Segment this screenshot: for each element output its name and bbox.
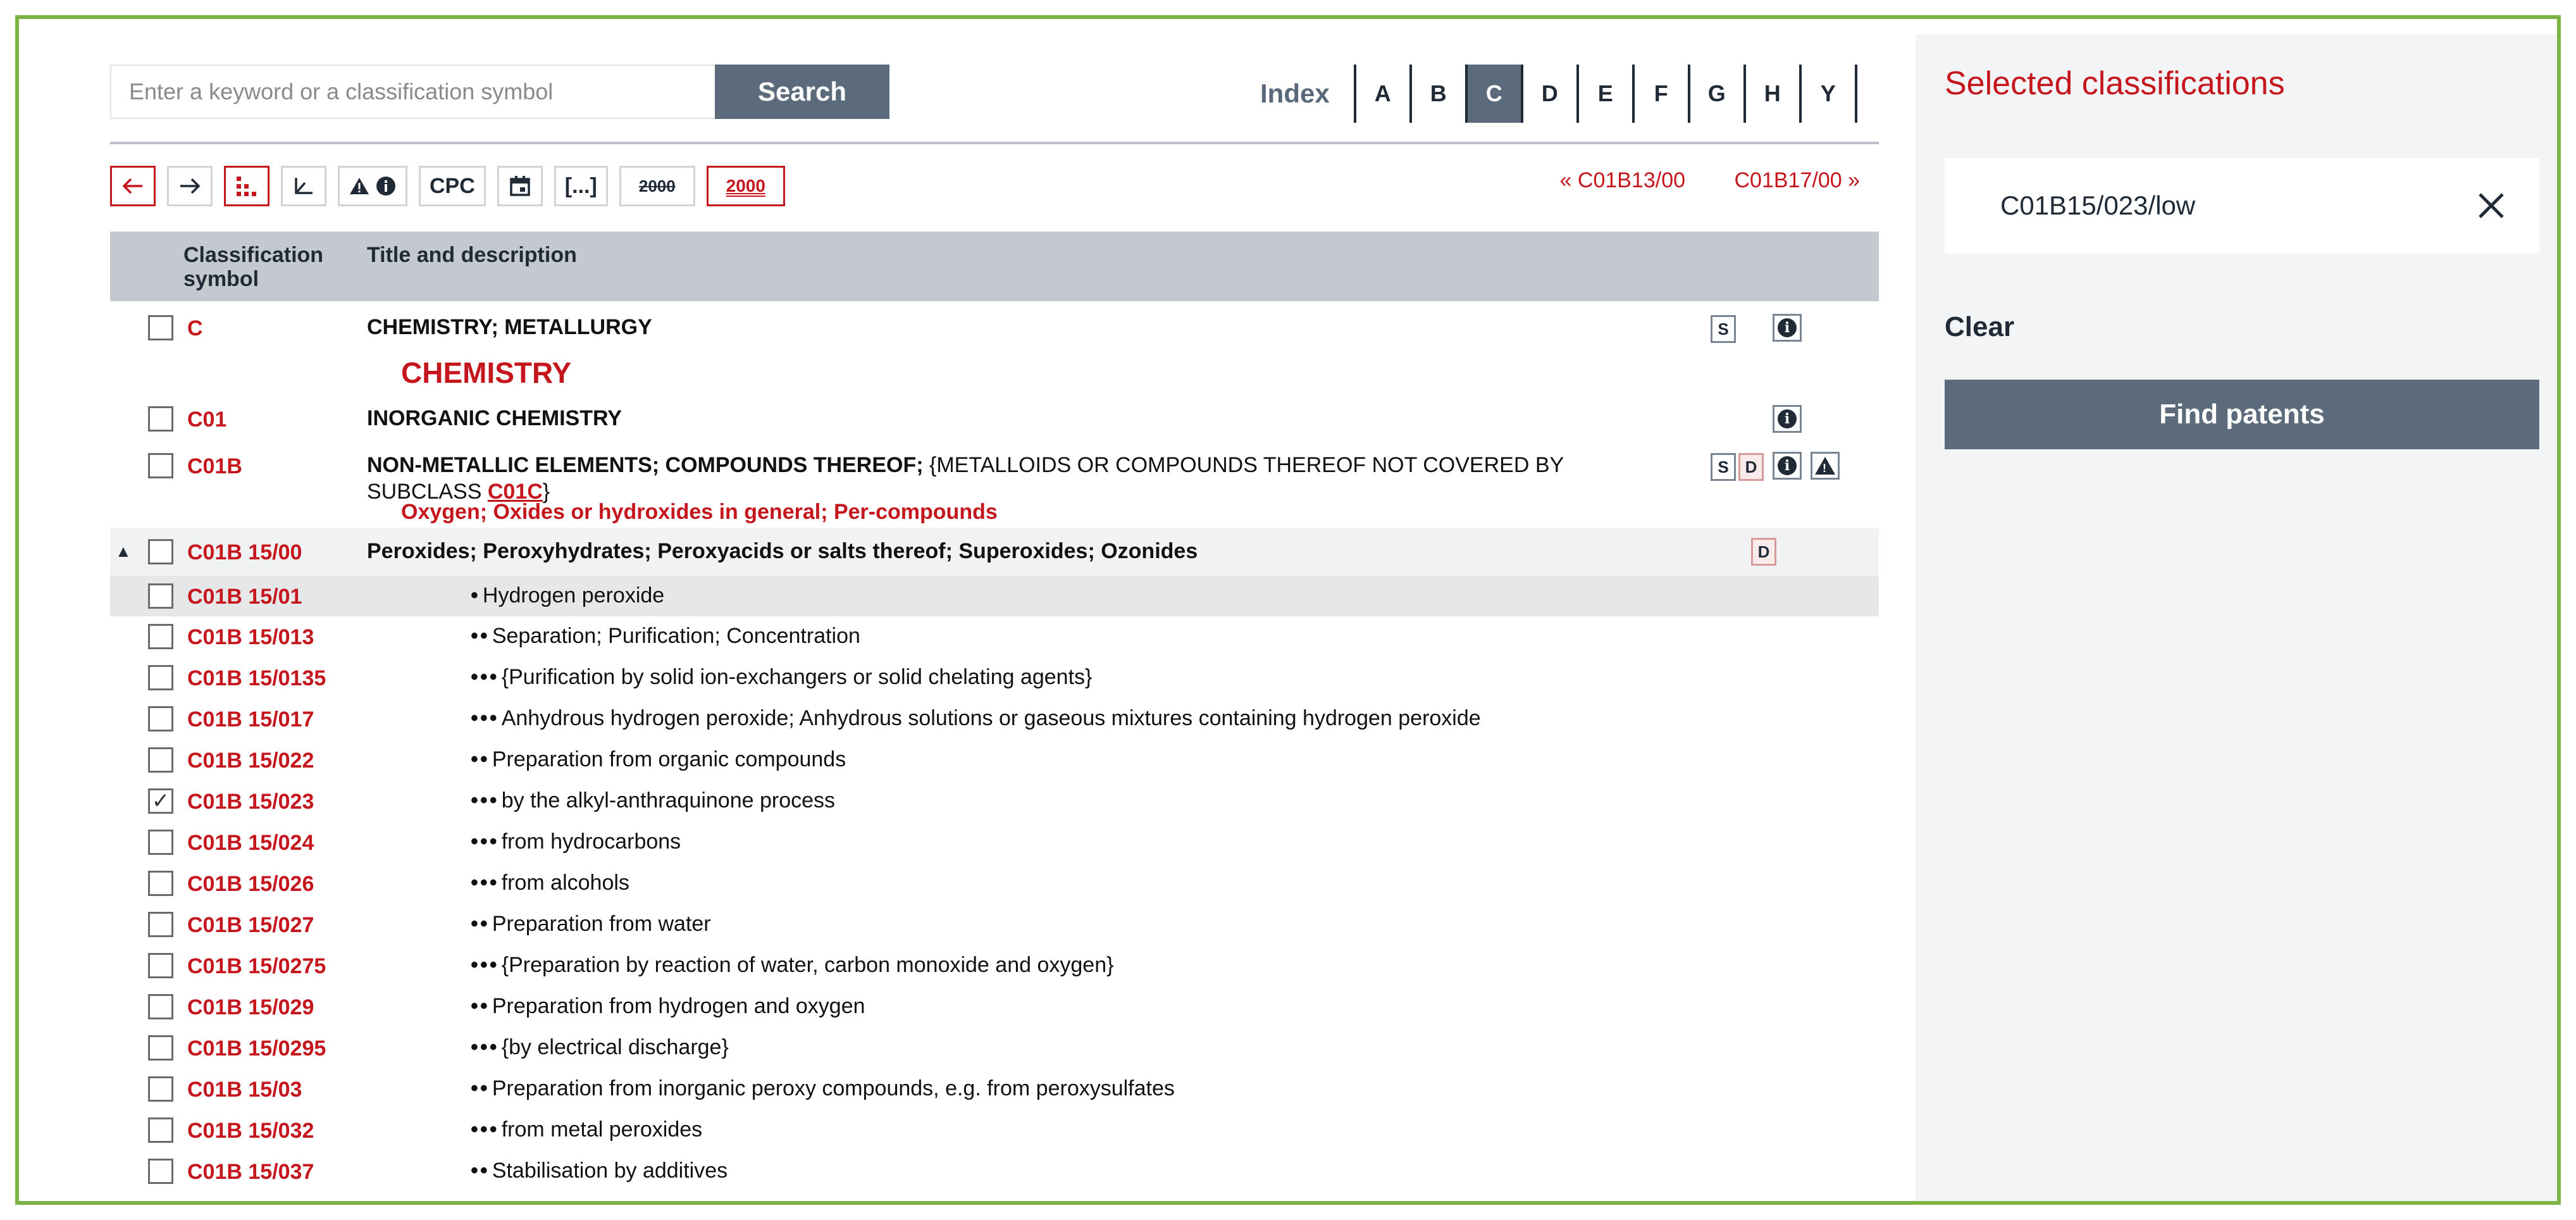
classification-symbol[interactable]: C01 (187, 408, 227, 432)
row-checkbox[interactable] (148, 406, 173, 432)
classification-title: ••• from metal peroxides (471, 1117, 703, 1142)
section-heading: Oxygen; Oxides or hydroxides in general; Per-compounds (401, 500, 998, 524)
table-row (110, 781, 1879, 822)
scheme-badge[interactable]: S (1711, 453, 1736, 481)
row-checkbox[interactable] (148, 1076, 173, 1102)
table-row (110, 657, 1879, 699)
toolbar (110, 166, 785, 206)
classification-symbol[interactable]: C01B 15/027 (187, 913, 314, 937)
row-checkbox[interactable] (148, 747, 173, 773)
next-group-link[interactable]: C01B17/00 » (1734, 168, 1860, 192)
index-letter-e[interactable]: E (1579, 65, 1635, 123)
column-header-title: Title and description (367, 243, 577, 267)
table-row (110, 1110, 1879, 1151)
selection-panel (1916, 34, 2561, 1205)
row-checkbox[interactable] (148, 665, 173, 690)
row-checkbox[interactable] (148, 1117, 173, 1143)
hierarchy-view-button[interactable] (224, 166, 269, 206)
search-input[interactable] (110, 65, 715, 119)
classification-symbol[interactable]: C01B 15/023 (187, 790, 314, 814)
neighbour-nav (1517, 168, 1860, 193)
info-icon (375, 175, 397, 197)
search-button[interactable]: Search (715, 65, 889, 119)
classification-symbol[interactable]: C01B 15/024 (187, 831, 314, 855)
clear-button[interactable]: Clear (1945, 311, 2015, 342)
index-letter-g[interactable]: G (1690, 65, 1746, 123)
classification-symbol[interactable]: C01B 15/032 (187, 1119, 314, 1143)
table-row (110, 301, 1879, 352)
index-letter-a[interactable]: A (1356, 65, 1412, 123)
classification-symbol[interactable]: C01B 15/017 (187, 707, 314, 731)
table-row (110, 699, 1879, 740)
index-letter-b[interactable]: B (1412, 65, 1468, 123)
row-checkbox[interactable] (148, 1159, 173, 1184)
info-icon: i (1778, 318, 1797, 337)
classification-symbol[interactable]: C01B 15/026 (187, 872, 314, 896)
table-row (110, 863, 1879, 904)
table-row (110, 616, 1879, 657)
classification-title: •• Preparation from hydrogen and oxygen (471, 994, 865, 1018)
calendar-icon (509, 175, 531, 197)
table-row (110, 1151, 1879, 1192)
table-row (110, 528, 1879, 576)
classification-title: •• Preparation from organic compounds (471, 747, 846, 771)
row-checkbox[interactable] (148, 1035, 173, 1061)
classification-title: NON-METALLIC ELEMENTS; COMPOUNDS THEREOF; {METALLOIDS OR COMPOUNDS THEREOF NOT COVERED BY SUBCLASS C01C} (367, 453, 1564, 504)
definition-badge[interactable]: D (1738, 453, 1764, 481)
cpc-button[interactable]: CPC (419, 166, 486, 206)
classification-symbol[interactable]: C01B 15/029 (187, 995, 314, 1019)
calendar-button[interactable] (497, 166, 543, 206)
table-header (110, 232, 1879, 301)
row-checkbox-checked[interactable]: ✓ (148, 788, 173, 814)
table-row (110, 392, 1879, 437)
collapse-icon[interactable]: ▲ (115, 542, 132, 561)
classification-symbol[interactable]: C01B 15/013 (187, 625, 314, 649)
classification-symbol[interactable]: C01B (187, 454, 242, 478)
row-checkbox[interactable] (148, 994, 173, 1019)
classification-symbol[interactable]: C01B 15/03 (187, 1078, 302, 1102)
search-bar (110, 65, 889, 119)
row-checkbox[interactable] (148, 539, 173, 564)
classification-title: •• Separation; Purification; Concentration (471, 624, 860, 648)
warning-icon (349, 177, 370, 196)
column-header-symbol: Classification symbol (183, 243, 324, 291)
classification-symbol[interactable]: C01B 15/022 (187, 749, 314, 773)
index-nav (1260, 65, 1857, 123)
tree-view-button[interactable] (281, 166, 326, 206)
back-button[interactable] (110, 166, 156, 206)
classification-title: • Hydrogen peroxide (471, 583, 665, 607)
classification-symbol[interactable]: C (187, 316, 203, 340)
header-divider (110, 142, 1879, 144)
classification-browser (91, 48, 1879, 1205)
selected-classification-chip (1945, 158, 2539, 253)
index-label: Index (1260, 78, 1330, 108)
classification-title: ••• {Purification by solid ion-exchangers or solid chelating agents} (471, 665, 1093, 689)
classification-title: •• Stabilisation by additives (471, 1159, 728, 1183)
classification-symbol[interactable]: C01B 15/0295 (187, 1036, 326, 1061)
row-checkbox[interactable] (148, 830, 173, 855)
classification-title: ••• from hydrocarbons (471, 830, 681, 854)
arrow-right-icon (179, 177, 201, 196)
table-row (110, 439, 1879, 504)
classification-title: Peroxides; Peroxyhydrates; Peroxyacids or salts thereof; Superoxides; Ozonides (367, 539, 1198, 563)
classification-symbol[interactable]: C01B 15/0275 (187, 954, 326, 978)
row-checkbox[interactable] (148, 953, 173, 978)
info-button[interactable] (1773, 452, 1802, 480)
classification-title: •• Preparation from inorganic peroxy compounds, e.g. from peroxysulfates (471, 1076, 1175, 1100)
row-checkbox[interactable] (148, 912, 173, 937)
info-icon: i (1778, 409, 1797, 428)
index-letter-d[interactable]: D (1523, 65, 1579, 123)
classification-symbol[interactable]: C01B 15/01 (187, 585, 302, 609)
table-row (110, 987, 1879, 1028)
table-row (110, 1028, 1879, 1069)
table-row (110, 904, 1879, 945)
info-icon: i (1778, 456, 1797, 475)
version-button[interactable]: 2000 (707, 166, 785, 206)
tree-icon (292, 175, 315, 197)
table-row (110, 1069, 1879, 1110)
info-button[interactable] (1773, 405, 1802, 433)
row-checkbox[interactable] (148, 583, 173, 609)
definition-badge[interactable]: D (1751, 538, 1776, 566)
warning-button[interactable] (1811, 452, 1840, 480)
arrow-left-icon (122, 177, 144, 196)
row-checkbox[interactable] (148, 453, 173, 478)
close-icon[interactable] (2476, 190, 2506, 221)
scheme-badge[interactable]: S (1711, 315, 1736, 343)
info-button[interactable] (1773, 314, 1802, 342)
subclass-link[interactable]: C01C (487, 480, 543, 504)
row-checkbox[interactable] (148, 315, 173, 340)
classification-title: ••• by the alkyl-anthraquinone process (471, 788, 836, 812)
section-heading: CHEMISTRY (401, 356, 572, 389)
index-letter-y[interactable]: Y (1802, 65, 1857, 123)
index-letters (1354, 65, 1857, 123)
hide-version-button[interactable]: 2000 (619, 166, 695, 206)
table-row (110, 822, 1879, 863)
classification-title: ••• Anhydrous hydrogen peroxide; Anhydrous solutions or gaseous mixtures containing hydrogen peroxide (471, 706, 1481, 730)
table-row (110, 945, 1879, 987)
classification-title: ••• {by electrical discharge} (471, 1035, 729, 1059)
find-patents-button[interactable]: Find patents (1945, 380, 2539, 449)
notes-button[interactable]: [...] (554, 166, 608, 206)
classification-symbol[interactable]: C01B 15/0135 (187, 666, 326, 690)
panel-title: Selected classifications (1945, 65, 2285, 102)
classification-title: •• Preparation from water (471, 912, 711, 936)
forward-button[interactable] (167, 166, 213, 206)
warning-icon: ! (1815, 457, 1835, 475)
classification-title: ••• {Preparation by reaction of water, carbon monoxide and oxygen} (471, 953, 1114, 977)
classification-symbol[interactable]: C01B 15/00 (187, 540, 302, 564)
index-letter-c[interactable]: C (1468, 65, 1523, 123)
row-checkbox[interactable] (148, 871, 173, 896)
index-letter-h[interactable]: H (1746, 65, 1802, 123)
warnings-info-button[interactable] (338, 166, 407, 206)
app-frame (15, 15, 2561, 1205)
classification-title: ••• from alcohols (471, 871, 629, 895)
row-checkbox[interactable] (148, 706, 173, 731)
index-letter-f[interactable]: F (1635, 65, 1690, 123)
table-row (110, 576, 1879, 616)
hierarchy-icon (235, 175, 258, 197)
table-row (110, 740, 1879, 781)
classification-title: CHEMISTRY; METALLURGY (367, 315, 652, 339)
classification-symbol[interactable]: C01B 15/037 (187, 1160, 314, 1184)
prev-group-link[interactable]: « C01B13/00 (1559, 168, 1686, 192)
selected-classification-label: C01B15/023/low (2000, 190, 2196, 220)
row-checkbox[interactable] (148, 624, 173, 649)
classification-title: INORGANIC CHEMISTRY (367, 406, 622, 430)
